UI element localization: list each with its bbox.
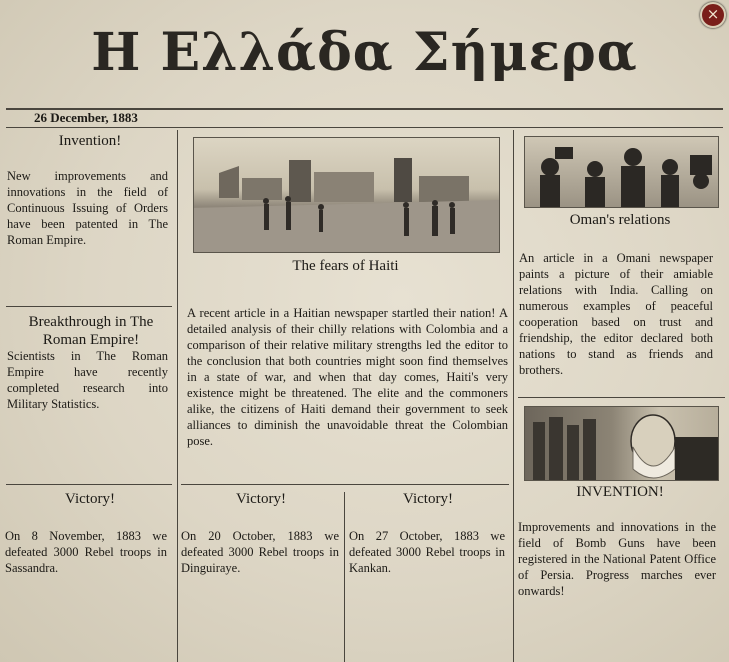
inventor-illustration [524,406,719,481]
issue-date: 26 December, 1883 [34,110,138,125]
section-rule [6,484,172,485]
article-headline: Oman's relations [569,212,671,228]
section-rule [6,306,172,307]
close-button[interactable] [700,2,726,28]
article-body: On 8 November, 1883 we defeated 3000 Rebel troops in Sassandra. [5,529,167,575]
article-headline: Victory! [65,491,115,507]
article-body: A recent article in a Haitian newspaper startled their nation! A detailed analysis of their chilly relations with Colombia and a comparison of their relative military strengths led the editor to the conclusion that both countries might soon find themselves in a state of war, and when that day comes, Haiti's very existence might be threatened. The elite and the commoners alike, the citizens of Haiti demand their government to seek alliances to diminish the unavoidable threat the Colombian pose. [187,306,508,448]
section-rule [181,484,509,485]
inventor-engraving [525,407,718,480]
crowd-engraving [525,137,718,207]
close-icon: × [706,5,720,23]
column-divider-right [513,130,514,662]
column-divider-left [177,130,178,662]
haiti-illustration [193,137,500,253]
article-body: On 27 October, 1883 we defeated 3000 Rebel troops in Kankan. [349,529,505,575]
oman-illustration [524,136,719,208]
article-body: Improvements and innovations in the field of Bomb Guns have been registered in the National Patent Office of Persia. Progress marches ever onwards! [518,520,716,598]
article-body: An article in a Omani newspaper paints a picture of their amiable relations with India. Calling on numerous examples of peaceful cooperation based on trust and friendship, the editor declared both nations to stand as friends and brothers. [519,251,713,377]
article-body: Scientists in The Roman Empire have recently completed research into Military Statistics. [7,349,168,411]
article-headline: Victory! [403,491,453,507]
article-headline: Victory! [236,491,286,507]
article-headline: Invention! [58,133,122,149]
article-headline: The fears of Haiti [292,258,399,274]
section-rule [518,397,725,398]
article-headline: Breakthrough in The Roman Empire! [28,314,154,348]
article-body: On 20 October, 1883 we defeated 3000 Rebel troops in Dinguiraye. [181,529,339,575]
column-divider-center [344,492,345,662]
newspaper-title: Η Ελλάδα Σήμερα [91,22,638,83]
haiti-engraving [194,138,499,252]
article-headline: INVENTION! [576,484,664,500]
date-rule [6,127,723,128]
article-body: New improvements and innovations in the field of Continuous Issuing of Orders have been patented in The Roman Empire. [7,169,168,247]
